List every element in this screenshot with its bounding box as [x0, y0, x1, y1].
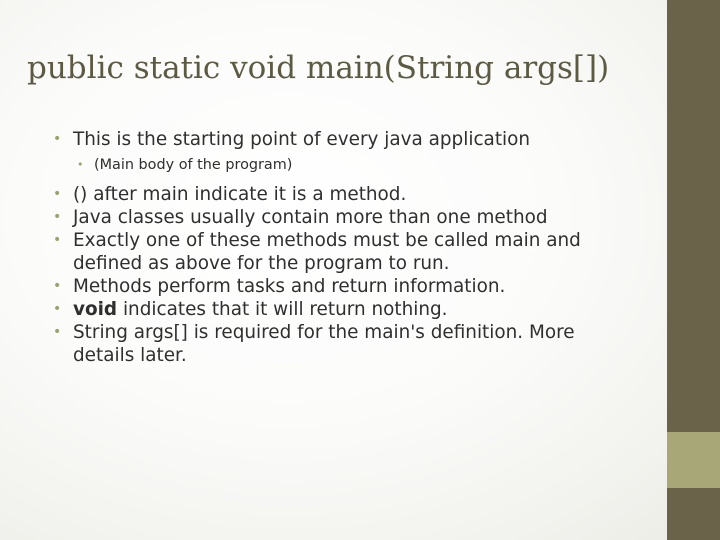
keyword-void: void [73, 299, 118, 320]
bullet-text: Methods perform tasks and return information. [73, 276, 506, 297]
bullet-text: indicates that it will return nothing. [117, 299, 448, 320]
sub-bullet-item [50, 155, 620, 175]
bullet-text: Java classes usually contain more than one method [73, 207, 548, 228]
slide-title: public static void main(String args[]) [27, 50, 610, 86]
bullet-icon: • [53, 278, 62, 294]
bullet-icon: • [53, 131, 62, 147]
bullet-icon: • [53, 232, 62, 248]
bullet-item [50, 183, 620, 206]
bullet-text: This is the starting point of every java application [73, 129, 531, 150]
bullet-icon: • [53, 186, 62, 202]
bullet-item [50, 229, 620, 275]
bullet-text: String args[] is required for the main's definition. More details later. [73, 322, 575, 366]
bullet-item [50, 206, 620, 229]
sidebar-decoration-bottom [667, 488, 720, 540]
bullet-text: Exactly one of these methods must be called main and defined as above for the program to run. [73, 230, 581, 274]
bullet-text: () after main indicate it is a method. [73, 184, 407, 205]
slide-content [50, 128, 620, 367]
bullet-icon: • [77, 158, 84, 171]
sidebar-decoration-accent [667, 432, 720, 488]
sub-bullet-text: (Main body of the program) [94, 157, 293, 173]
bullet-icon: • [53, 301, 62, 317]
bullet-item [50, 321, 620, 367]
bullet-icon: • [53, 324, 62, 340]
sidebar-decoration-top [667, 0, 720, 432]
bullet-item [50, 275, 620, 298]
bullet-item [50, 128, 620, 151]
bullet-icon: • [53, 209, 62, 225]
bullet-item [50, 298, 620, 321]
